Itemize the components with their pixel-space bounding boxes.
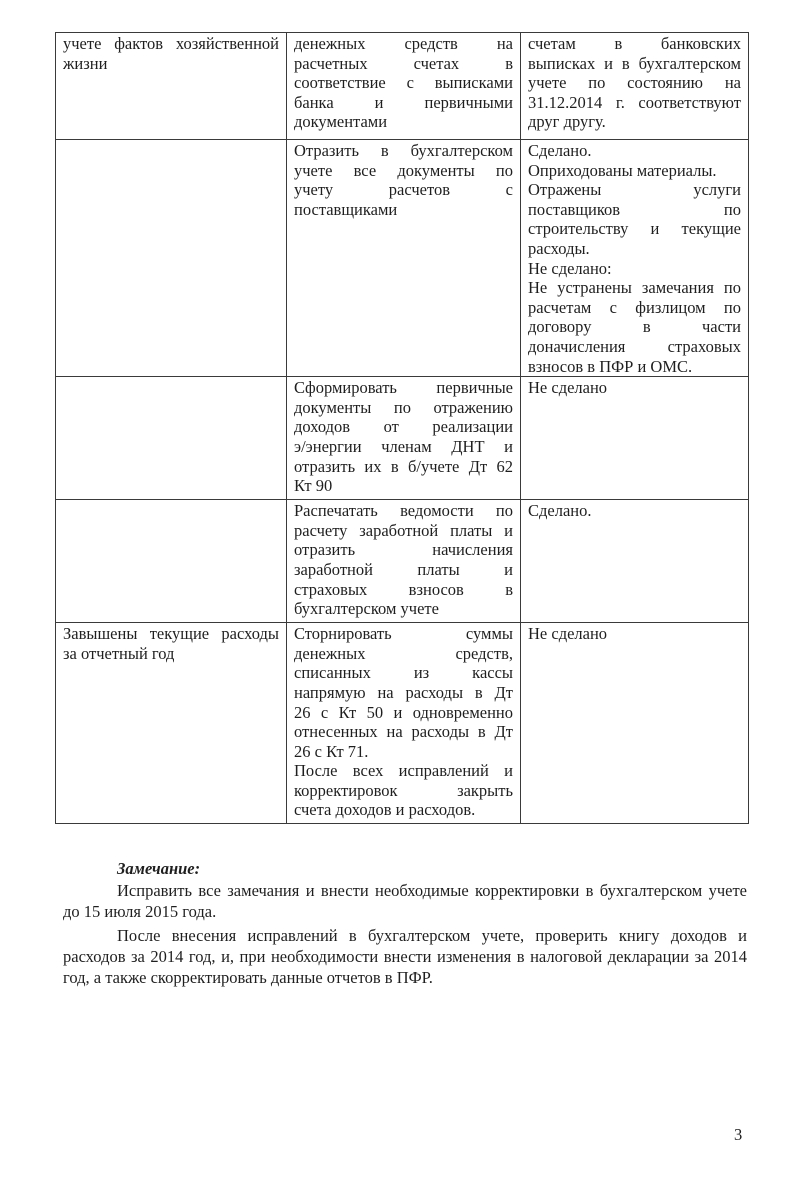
status-cell: [521, 33, 749, 140]
table-row: [56, 33, 749, 140]
cell-text-line: бухгалтерском учете: [294, 599, 439, 619]
cell-text-line: Сделано.: [528, 501, 592, 521]
cell-text-line: заработной платы и: [294, 559, 513, 579]
cell-text-line: друг другу.: [528, 112, 606, 132]
cell-text-line: доначисления страховых: [528, 336, 741, 356]
cell-text-line: отразить начисления: [294, 540, 513, 560]
remark-paragraph-2: После внесения исправлений в бухгалтерском учете, проверить книгу доходов и расходов за 2014 год, и, при необходимости внести изменения в налоговой декларации за 2014 год, а также скорректировать данные отчетов в ПФР.: [63, 926, 747, 987]
cell-text-line: Кт 90: [294, 476, 333, 496]
remark-paragraph-1: Исправить все замечания и внести необходимые корректировки в бухгалтерском учете до 15 июля 2015 года.: [63, 881, 747, 921]
cell-text-line: списанных из кассы: [294, 663, 513, 683]
violation-cell: [56, 140, 287, 377]
cell-text-line: э/энергии членам ДНТ и: [294, 436, 513, 456]
cell-text-line: счетам в банковских: [528, 34, 741, 53]
cell-text-line: расходы.: [528, 238, 590, 258]
cell-text-line: Не сделано: [528, 378, 608, 398]
remark-title: Замечание:: [117, 859, 201, 878]
cell-text-line: Оприходованы материалы.: [528, 160, 717, 180]
action-cell: [287, 33, 521, 140]
cell-text-line: договору в части: [528, 317, 741, 337]
violation-cell: [56, 500, 287, 623]
table-row: [56, 500, 749, 623]
status-cell: [521, 140, 749, 377]
cell-text-line: учете по состоянию на: [528, 73, 741, 93]
cell-text-line: Сделано.: [528, 141, 592, 160]
cell-text-line: денежных средств,: [294, 643, 513, 663]
cell-text-line: соответствие с выписками: [294, 73, 513, 93]
cell-text-line: расчетам с физлицом по: [528, 297, 741, 317]
cell-text-line: Не сделано: [528, 624, 608, 644]
action-cell: [287, 500, 521, 623]
findings-table-body: [56, 33, 749, 824]
cell-text-line: за отчетный год: [63, 643, 175, 663]
cell-text-line: счета доходов и расходов.: [294, 800, 476, 820]
status-cell: [521, 623, 749, 824]
action-cell: [287, 377, 521, 500]
cell-text-line: Не устранены замечания по: [528, 278, 741, 298]
cell-text-line: Распечатать ведомости по: [294, 501, 513, 521]
cell-text-line: Не сделано:: [528, 258, 612, 278]
cell-text-line: денежных средств на: [294, 34, 513, 53]
table-row: [56, 623, 749, 824]
cell-text-line: банка и первичными: [294, 92, 513, 112]
cell-text-line: жизни: [63, 53, 108, 73]
status-cell: [521, 500, 749, 623]
table-row: [56, 140, 749, 377]
cell-text-line: Сформировать первичные: [294, 378, 513, 398]
cell-text-line: учете все документы по: [294, 160, 513, 180]
cell-text-line: документами: [294, 112, 388, 132]
violation-cell: [56, 33, 287, 140]
cell-text-line: поставщиков по: [528, 199, 741, 219]
cell-text-line: выписках и в бухгалтерском: [528, 53, 741, 73]
remark-section: [63, 858, 747, 991]
cell-text-line: корректировок закрыть: [294, 780, 513, 800]
cell-text-line: взносов в ПФР и ОМС.: [528, 356, 693, 376]
cell-text-line: Сторнировать суммы: [294, 624, 513, 644]
cell-text-line: отразить их в б/учете Дт 62: [294, 456, 513, 476]
cell-text-line: страховых взносов в: [294, 579, 513, 599]
cell-text-line: документы по отражению: [294, 397, 513, 417]
action-cell: [287, 140, 521, 377]
cell-text-line: поставщиками: [294, 199, 398, 219]
cell-text-line: строительству и текущие: [528, 219, 741, 239]
cell-text-line: Отразить в бухгалтерском: [294, 141, 513, 160]
cell-text-line: учету расчетов с: [294, 180, 513, 200]
cell-text-line: Завышены текущие расходы: [63, 624, 279, 644]
findings-table: [55, 32, 749, 824]
table-row: [56, 377, 749, 500]
cell-text-line: 26 с Кт 50 и одновременно: [294, 702, 513, 722]
cell-text-line: Отражены услуги: [528, 180, 741, 200]
page-number: 3: [734, 1125, 743, 1144]
violation-cell: [56, 377, 287, 500]
cell-text-line: 31.12.2014 г. соответствуют: [528, 92, 741, 112]
cell-text-line: расчетных счетах в: [294, 53, 513, 73]
violation-cell: [56, 623, 287, 824]
cell-text-line: отнесенных на расходы в Дт: [294, 722, 513, 742]
status-cell: [521, 377, 749, 500]
cell-text-line: напрямую на расходы в Дт: [294, 682, 513, 702]
cell-text-line: учете фактов хозяйственной: [63, 34, 279, 53]
action-cell: [287, 623, 521, 824]
cell-text-line: После всех исправлений и: [294, 761, 513, 781]
cell-text-line: расчету заработной платы и: [294, 520, 513, 540]
cell-text-line: 26 с Кт 71.: [294, 741, 369, 761]
cell-text-line: доходов от реализации: [294, 417, 513, 437]
